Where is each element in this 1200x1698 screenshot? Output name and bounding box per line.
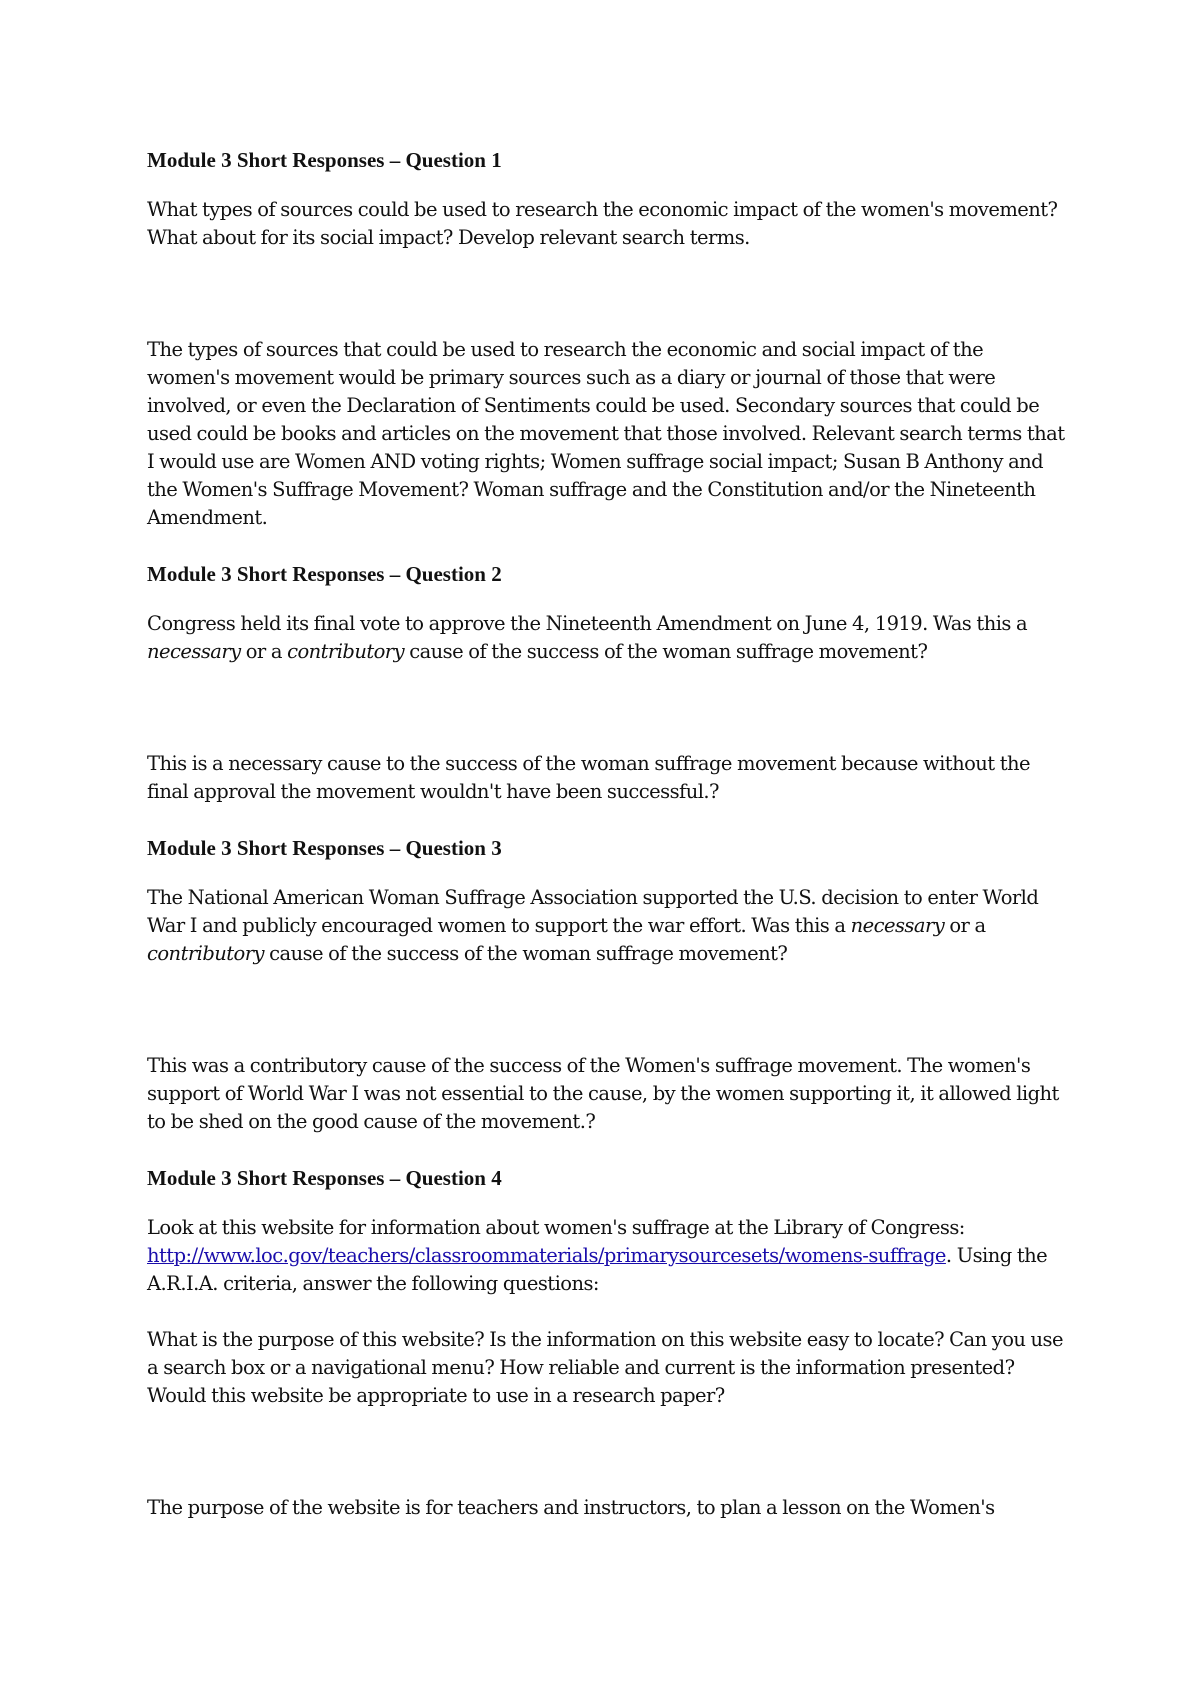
contributory-emphasis: contributory	[147, 942, 264, 965]
question-2-text-mid: or a	[240, 640, 288, 663]
question-4-intro-end: . Using the A.R.I.A. criteria, answer the following questions:	[147, 1244, 1048, 1295]
loc-website-link[interactable]: http://www.loc.gov/teachers/classroommaterials/primarysourcesets/womens-suffrage	[147, 1244, 946, 1267]
question-1-text: What types of sources could be used to research the economic impact of the women's movement? What about for its social impact? Develop relevant search terms.	[147, 198, 1058, 249]
question-4-text: What is the purpose of this website? Is the information on this website easy to locate? Can you use a search box or a navigational menu? How reliable and current is the information presented? Would this website be appropriate to use in a research paper?	[147, 1328, 1064, 1407]
answer-3-text: This was a contributory cause of the success of the Women's suffrage movement. The women's support of World War I was not essential to the cause, by the women supporting it, it allowed light to be shed on the good cause of the movement.?	[147, 1054, 1059, 1133]
question-2-text	[147, 610, 1067, 666]
question-1-heading: Module 3 Short Responses – Question 1	[147, 148, 502, 172]
question-3-heading: Module 3 Short Responses – Question 3	[147, 836, 502, 860]
necessary-emphasis: necessary	[850, 914, 945, 937]
question-3-text-start: The National American Woman Suffrage Association supported the U.S. decision to enter World War I and publicly encouraged women to support the war effort. Was this a	[147, 886, 1039, 937]
contributory-emphasis: contributory	[287, 640, 405, 663]
answer-4-text: The purpose of the website is for teachers and instructors, to plan a lesson on the Women's	[147, 1496, 995, 1519]
question-3-text-mid: or a	[944, 914, 986, 937]
question-2-heading: Module 3 Short Responses – Question 2	[147, 562, 502, 586]
question-3-text	[147, 884, 1067, 968]
necessary-emphasis: necessary	[147, 640, 241, 663]
question-2-text-end: cause of the success of the woman suffrage movement?	[404, 640, 928, 663]
answer-1-text: The types of sources that could be used to research the economic and social impact of the women's movement would be primary sources such as a diary or journal of those that were involved, or even the Declaration of Sentiments could be used. Secondary sources that could be used could be books and articles on the movement that those involved. Relevant search terms that I would use are Women AND voting rights; Women suffrage social impact; Susan B Anthony and the Women's Suffrage Movement? Woman suffrage and the Constitution and/or the Nineteenth Amendment.	[147, 338, 1065, 529]
question-3-text-end: cause of the success of the woman suffrage movement?	[263, 942, 788, 965]
question-4-intro-start: Look at this website for information about women's suffrage at the Library of Congress:	[147, 1216, 965, 1239]
question-4-intro	[147, 1214, 1067, 1298]
answer-2-text: This is a necessary cause to the success of the woman suffrage movement because without the final approval the movement wouldn't have been successful.?	[147, 752, 1031, 803]
question-4-heading: Module 3 Short Responses – Question 4	[147, 1166, 502, 1190]
document-page	[147, 146, 1067, 1550]
question-2-text-start: Congress held its final vote to approve the Nineteenth Amendment on June 4, 1919. Was this a	[147, 612, 1028, 635]
